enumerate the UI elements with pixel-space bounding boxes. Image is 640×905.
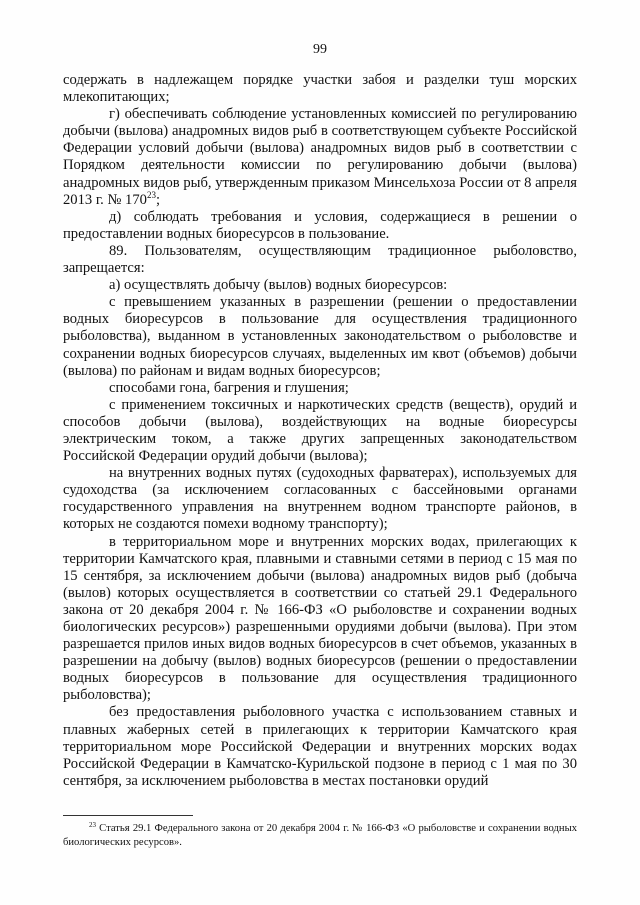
paragraph [63, 209, 577, 243]
paragraph [63, 397, 577, 465]
paragraph [63, 465, 577, 533]
paragraph-text: в территориальном море и внутренних морских водах, прилегающих к территории Камчатского края, плавными и ставными сетями в период с 15 мая по 15 сентября, за исключением добычи (вылова) анадромных видов рыб (добыча (вылов) которых осуществляется в соответствии со статьей 29.1 Федерального закона от 20 декабря 2004 г. № 166-ФЗ «О рыболовстве и сохранении водных биологических ресурсов») разрешенными орудиями добычи (вылова). При этом разрешается прилов иных видов водных биоресурсов в счет объемов, указанных в разрешении на добычу (вылов) водных биоресурсов (решении о предоставлении водных биоресурсов в пользование для осуществления традиционного рыболовства); [63, 533, 577, 704]
paragraph [63, 704, 577, 789]
paragraph [63, 277, 577, 294]
footnote-reference: 23 [146, 189, 156, 200]
paragraph [63, 380, 577, 397]
paragraph [63, 106, 577, 209]
paragraph [63, 534, 577, 705]
paragraph-text: способами гона, багрения и глушения; [109, 379, 349, 396]
page-number: 99 [313, 42, 327, 57]
paragraph-text: на внутренних водных путях (судоходных фарватерах), используемых для судоходства (за исключением согласованных с бассейновыми органами государственного управления на внутреннем водном транспорте районов, в которых не создаются помехи водному транспорту); [63, 465, 577, 533]
footnote-marker: 23 [89, 821, 96, 829]
footnote [63, 822, 577, 850]
paragraph-text-tail: ; [155, 191, 160, 208]
paragraph-text: 89. Пользователям, осуществляющим традиционное рыболовство, запрещается: [63, 242, 577, 277]
footnote-divider [63, 815, 193, 816]
paragraph-text: с применением токсичных и наркотических средств (веществ), орудий и способов добычи (вылова), воздействующих на водные биоресурсы электрическим током, а также других запрещенных законодательством Российской Федерации орудий добычи (вылова); [63, 396, 577, 465]
paragraph-text: без предоставления рыболовного участка с использованием ставных и плавных жаберных сетей в прилегающих к территории Камчатского края территориальном море Российской Федерации и внутренних морских водах Российской Федерации в Камчатско-Курильской подзоне в период с 1 мая по 30 сентября, за исключением рыболовства в местах постановки орудий [63, 704, 577, 789]
paragraph-text: д) соблюдать требования и условия, содержащиеся в решении о предоставлении водных биоресурсов в пользование. [63, 208, 577, 242]
paragraph [63, 294, 577, 379]
paragraph [63, 72, 577, 106]
paragraph-text: а) осуществлять добычу (вылов) водных биоресурсов: [109, 277, 448, 294]
footnote-text: Статья 29.1 Федерального закона от 20 декабря 2004 г. № 166-ФЗ «О рыболовстве и сохранении водных биологических ресурсов». [63, 823, 577, 848]
document-body [63, 72, 577, 790]
paragraph-text: с превышением указанных в разрешении (решении о предоставлении водных биоресурсов в пользование для осуществления традиционного рыболовства), выданном в установленных законодательством о рыболовстве и сохранении водных биоресурсов случаях, выделенных им квот (объемов) добычи (вылова) по районам и видам водных биоресурсов; [63, 294, 577, 379]
paragraph-text: содержать в надлежащем порядке участки забоя и разделки туш морских млекопитающих; [63, 72, 577, 106]
paragraph-text: г) обеспечивать соблюдение установленных комиссией по регулированию добычи (вылова) анадромных видов рыб в соответствующем субъекте Российской Федерации условий добычи (вылова) анадромных видов рыб в соответствии с Порядком деятельности комиссии по регулированию добычи (вылова) анадромных видов рыб, утвержденным приказом Минсельхоза России от 8 апреля 2013 г. № 170 [63, 106, 577, 208]
paragraph [63, 243, 577, 277]
